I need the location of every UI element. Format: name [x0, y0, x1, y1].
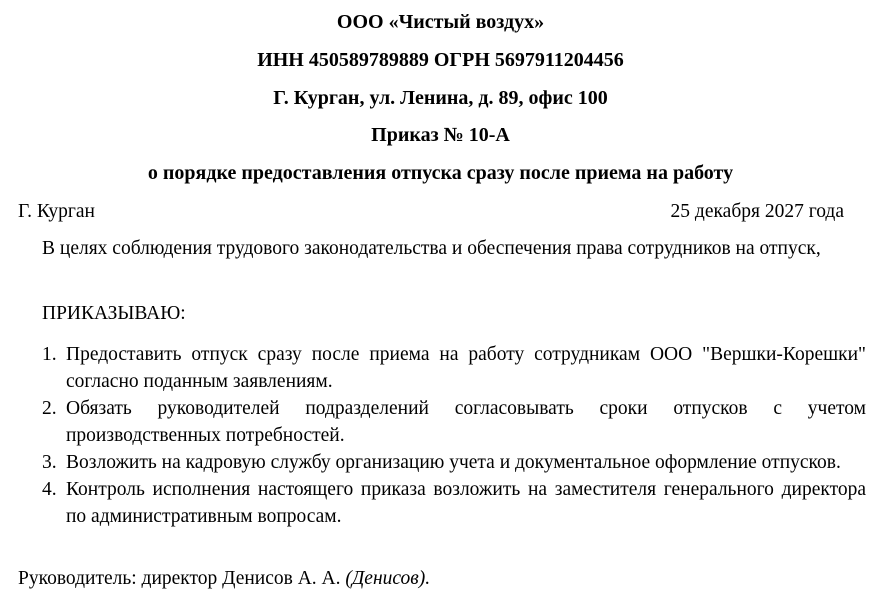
order-item	[42, 476, 866, 530]
order-item-text: Контроль исполнения настоящего приказа возложить на заместителя генерального директора по административным вопросам.	[66, 479, 866, 527]
company-address: Г. Курган, ул. Ленина, д. 89, офис 100	[273, 87, 608, 109]
order-items-list	[42, 341, 866, 530]
order-item	[42, 395, 866, 449]
signature-name: (Денисов).	[345, 568, 431, 589]
order-item-number: 2.	[42, 398, 57, 419]
order-item	[42, 341, 866, 395]
order-title: Приказ № 10-А	[371, 124, 510, 146]
order-word: ПРИКАЗЫВАЮ:	[42, 303, 186, 324]
order-item-number: 1.	[42, 344, 57, 365]
intro-paragraph: В целях соблюдения трудового законодательства и обеспечения права сотрудников на отпуск,	[42, 238, 821, 259]
signature-label: Руководитель: директор Денисов А. А.	[18, 568, 341, 589]
signature-line	[18, 567, 430, 591]
order-item-text: Возложить на кадровую службу организацию учета и документальное оформление отпусков.	[66, 452, 841, 473]
order-item	[42, 449, 866, 476]
order-item-text: Обязать руководителей подразделений согласовывать сроки отпусков с учетом производственных потребностей.	[66, 398, 866, 446]
company-ids: ИНН 450589789889 ОГРН 5697911204456	[257, 49, 624, 71]
order-item-number: 4.	[42, 479, 57, 500]
order-item-text: Предоставить отпуск сразу после приема на работу сотрудникам ООО "Вершки-Корешки" согласно поданным заявлениям.	[66, 344, 866, 392]
order-item-number: 3.	[42, 452, 57, 473]
order-subject: о порядке предоставления отпуска сразу после приема на работу	[147, 162, 734, 184]
company-name: ООО «Чистый воздух»	[336, 11, 545, 33]
order-date: 25 декабря 2027 года	[670, 201, 844, 222]
order-city: Г. Курган	[18, 201, 95, 222]
